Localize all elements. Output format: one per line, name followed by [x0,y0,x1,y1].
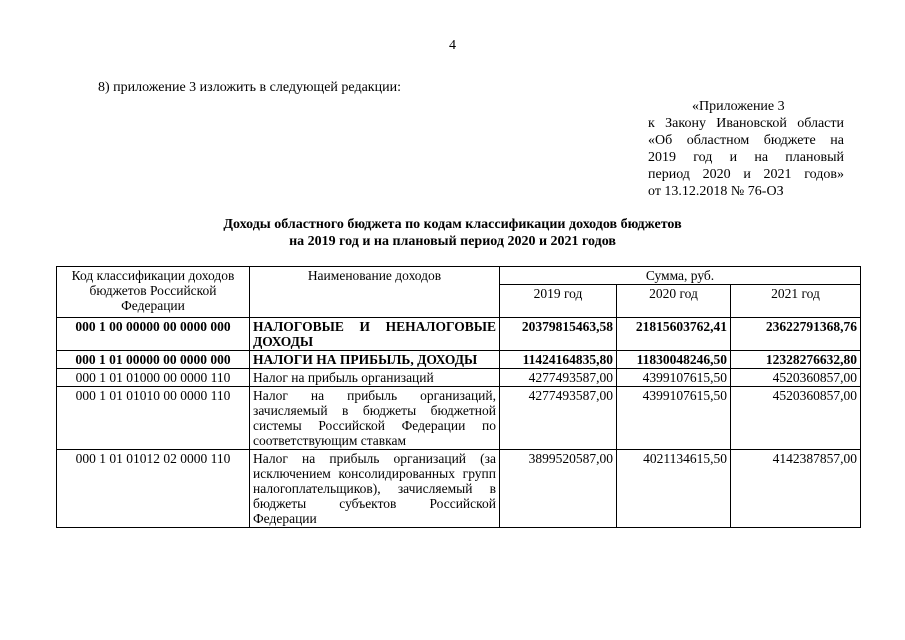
appendix-ref-line: период 2020 и 2021 годов» [648,167,844,182]
row-amount-2020: 21815603762,41 [617,318,731,351]
row-code: 000 1 01 00000 00 0000 000 [57,351,250,369]
row-name: Налог на прибыль организаций [250,369,500,387]
header-year: 2020 год [617,285,731,318]
row-amount-2020: 4399107615,50 [617,369,731,387]
appendix-ref-line: 2019 год и на плановый [648,150,844,165]
appendix-ref-line: «Об областном бюджете на [648,133,844,148]
row-amount-2020: 4399107615,50 [617,387,731,450]
table-row [57,369,861,387]
revenue-table [56,266,861,528]
appendix-ref-line: «Приложение 3 [692,99,785,114]
table-title-line: на 2019 год и на плановый период 2020 и 2021 годов [289,234,616,249]
row-amount-2021: 4142387857,00 [731,450,861,528]
page-number: 4 [449,38,456,53]
amendment-instruction: 8) приложение 3 изложить в следующей редакции: [98,80,401,95]
appendix-reference [648,98,844,200]
row-name: НАЛОГОВЫЕ И НЕНАЛОГОВЫЕ ДОХОДЫ [250,318,500,351]
table-row [57,387,861,450]
table-title-line: Доходы областного бюджета по кодам классификации доходов бюджетов [223,217,682,232]
header-year: 2021 год [731,285,861,318]
row-amount-2019: 20379815463,58 [500,318,617,351]
row-amount-2021: 4520360857,00 [731,387,861,450]
header-sum: Сумма, руб. [500,267,861,285]
row-amount-2021: 23622791368,76 [731,318,861,351]
row-amount-2019: 4277493587,00 [500,387,617,450]
table-row [57,450,861,528]
header-name: Наименование доходов [250,267,500,318]
table-row [57,351,861,369]
row-amount-2019: 11424164835,80 [500,351,617,369]
row-code: 000 1 00 00000 00 0000 000 [57,318,250,351]
row-code: 000 1 01 01010 00 0000 110 [57,387,250,450]
header-year: 2019 год [500,285,617,318]
row-amount-2021: 4520360857,00 [731,369,861,387]
row-name: НАЛОГИ НА ПРИБЫЛЬ, ДОХОДЫ [250,351,500,369]
appendix-ref-line: от 13.12.2018 № 76-ОЗ [648,184,784,199]
row-code: 000 1 01 01012 02 0000 110 [57,450,250,528]
row-amount-2020: 4021134615,50 [617,450,731,528]
row-amount-2020: 11830048246,50 [617,351,731,369]
row-code: 000 1 01 01000 00 0000 110 [57,369,250,387]
appendix-ref-line: к Закону Ивановской области [648,116,844,131]
table-title [0,216,905,250]
row-amount-2019: 3899520587,00 [500,450,617,528]
table-row [57,318,861,351]
row-amount-2021: 12328276632,80 [731,351,861,369]
row-name: Налог на прибыль организаций, зачисляемый в бюджеты бюджетной системы Российской Федерации по соответствующим ставкам [250,387,500,450]
row-name: Налог на прибыль организаций (за исключением консолидированных групп налогоплательщиков), зачисляемый в бюджеты субъектов Российской Федерации [250,450,500,528]
header-code: Код классификации доходов бюджетов Российской Федерации [57,267,250,318]
row-amount-2019: 4277493587,00 [500,369,617,387]
